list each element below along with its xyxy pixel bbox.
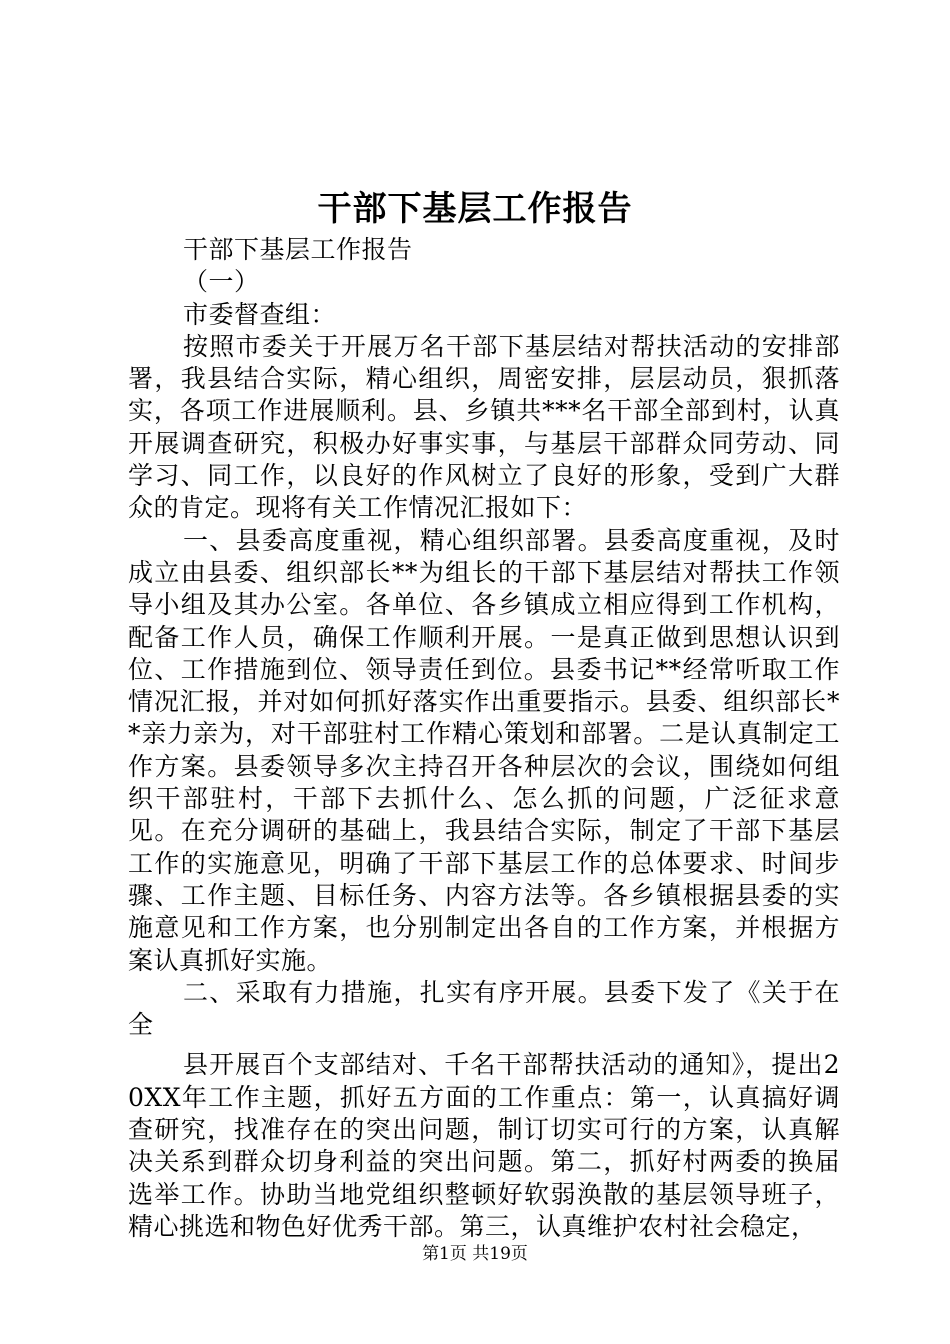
page-footer: 第1页 共19页 <box>422 1244 528 1264</box>
document-body <box>128 234 840 1243</box>
paragraph-section-number: （一） <box>183 267 260 297</box>
paragraph-salutation: 市委督查组： <box>183 299 337 329</box>
paragraph-part-two: 二、采取有力措施，扎实有序开展。县委下发了《关于在全 <box>128 977 840 1040</box>
document-title: 干部下基层工作报告 <box>317 189 633 229</box>
paragraph-part-one: 一、县委高度重视，精心组织部署。县委高度重视，及时成立由县委、组织部长**为组长的干部下基层结对帮扶工作领导小组及其办公室。各单位、各乡镇成立相应得到工作机构，配备工作人员，确保工作顺利开展。一是真正做到思想认识到位、工作措施到位、领导责任到位。县委书记**经常听取工作情况汇报，并对如何抓好落实作出重要指示。县委、组织部长**亲力亲为，对干部驻村工作精心策划和部署。二是认真制定工作方案。县委领导多次主持召开各种层次的会议，围绕如何组织干部驻村，干部下去抓什么、怎么抓的问题，广泛征求意见。在充分调研的基础上，我县结合实际，制定了干部下基层工作的实施意见，明确了干部下基层工作的总体要求、时间步骤、工作主题、目标任务、内容方法等。各乡镇根据县委的实施意见和工作方案，也分别制定出各自的工作方案，并根据方案认真抓好实施。 <box>128 525 840 975</box>
paragraph-subtitle: 干部下基层工作报告 <box>183 235 413 264</box>
paragraph-intro: 按照市委关于开展万名干部下基层结对帮扶活动的安排部署，我县结合实际，精心组织，周密安排，层层动员，狠抓落实，各项工作进展顺利。县、乡镇共***名干部全部到村，认真开展调查研究，积极办好事实事，与基层干部群众同劳动、同学习、同工作，以良好的作风树立了良好的形象，受到广大群众的肯定。现将有关工作情况汇报如下： <box>128 331 840 523</box>
paragraph-part-two-continued: 县开展百个支部结对、千名干部帮扶活动的通知》，提出20XX年工作主题，抓好五方面的工作重点：第一，认真搞好调查研究，找准存在的突出问题，制订切实可行的方案，认真解决关系到群众切身利益的突出问题。第二，抓好村两委的换届选举工作。协助当地党组织整顿好软弱涣散的基层领导班子，精心挑选和物色好优秀干部。第三，认真维护农村社会稳定， <box>128 1050 840 1241</box>
